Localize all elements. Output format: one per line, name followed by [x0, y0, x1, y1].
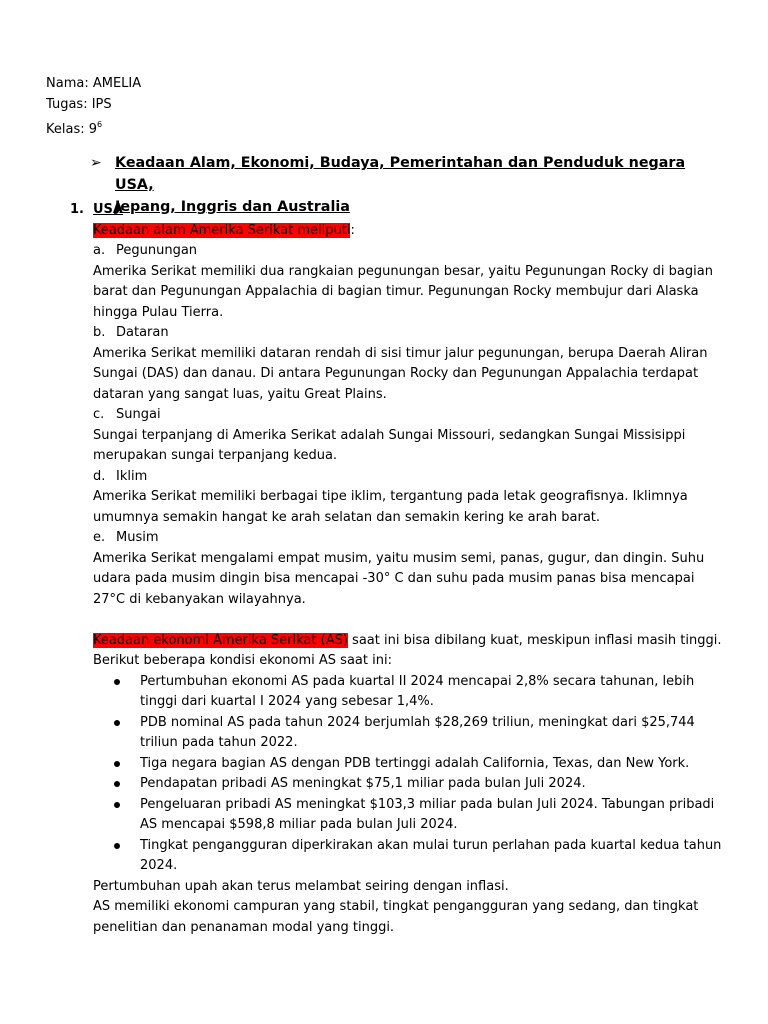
ekonomi-bullet-list	[93, 672, 729, 877]
list-item	[140, 836, 729, 877]
ekonomi-intro	[93, 631, 729, 652]
bullet-icon	[114, 781, 120, 787]
bullet-icon	[114, 679, 120, 685]
paragraph-pegunungan: Amerika Serikat memiliki dua rangkaian pegunungan besar, yaitu Pegunungan Rocky di bagian barat dan Pegunungan Appalachia di bagian timur. Pegunungan Rocky membujur dari Alaska hingga Pulau Tierra.	[93, 263, 713, 320]
paragraph-sungai: Sungai terpanjang di Amerika Serikat adalah Sungai Missouri, sedangkan Sungai Missisippi merupakan sungai terpanjang kedua.	[93, 427, 686, 463]
subheading-label: Iklim	[116, 468, 148, 484]
blank-line	[93, 610, 729, 631]
heading-line-2: Jepang, Inggris dan Australia	[115, 199, 350, 215]
list-item	[140, 795, 729, 836]
list-letter: e.	[93, 530, 106, 545]
student-name: Nama: AMELIA	[46, 76, 142, 91]
section-title	[70, 200, 729, 221]
highlighted-text: Keadaan ekonomi Amerika Serikat (AS)	[93, 632, 348, 648]
class-label: Kelas: 9	[46, 122, 98, 137]
section-number: 1.	[70, 202, 84, 217]
alam-intro	[93, 221, 729, 242]
bullet-icon	[114, 720, 120, 726]
paragraph-musim: Amerika Serikat mengalami empat musim, yaitu musim semi, panas, gugur, dan dingin. Suhu udara pada musim dingin bisa mencapai -30° C dan suhu pada musim panas bisa mencapai 27°C di kebanyakan wilayahnya.	[93, 550, 705, 607]
closing-paragraph-1: Pertumbuhan upah akan terus melambat seiring dengan inflasi.	[93, 878, 509, 894]
closing-paragraph-2: AS memiliki ekonomi campuran yang stabil, tingkat pengangguran yang sedang, dan tingkat penelitian dan penanaman modal yang tinggi.	[93, 899, 699, 935]
section-title-text: USA	[93, 202, 123, 217]
section-usa	[70, 200, 729, 938]
alam-intro-rest: :	[350, 222, 355, 238]
subheading-iklim	[93, 467, 729, 488]
subheading-label: Dataran	[116, 325, 169, 340]
list-letter: b.	[93, 325, 106, 340]
bullet-icon	[114, 843, 120, 849]
list-item	[140, 672, 729, 713]
student-class	[46, 115, 141, 136]
student-header	[46, 74, 141, 136]
list-item-text: Pertumbuhan ekonomi AS pada kuartal II 2024 mencapai 2,8% secara tahunan, lebih tinggi dari kuartal I 2024 yang sebesar 1,4%.	[140, 673, 695, 709]
bullet-icon	[114, 802, 120, 808]
subheading-musim	[93, 528, 729, 549]
bullet-icon	[114, 761, 120, 767]
list-item-text: Pengeluaran pribadi AS meningkat $103,3 miliar pada bulan Juli 2024. Tabungan pribadi AS mencapai $598,8 miliar pada bulan Juli 2024.	[140, 796, 715, 832]
subheading-sungai	[93, 405, 729, 426]
highlighted-text: Keadaan alam Amerika Serikat meliputi	[93, 222, 351, 238]
list-item-text: Pendapatan pribadi AS meningkat $75,1 miliar pada bulan Juli 2024.	[140, 776, 586, 791]
subheading-dataran	[93, 323, 729, 344]
subheading-label: Musim	[116, 530, 159, 545]
list-item-text: Tiga negara bagian AS dengan PDB tertinggi adalah California, Texas, dan New York.	[140, 755, 690, 771]
ekonomi-intro-line-2: Berikut beberapa kondisi ekonomi AS saat ini:	[93, 653, 392, 668]
list-item	[140, 774, 729, 795]
list-item	[140, 754, 729, 775]
list-letter: d.	[93, 468, 106, 484]
subheading-label: Pegunungan	[116, 243, 198, 258]
list-letter: a.	[93, 243, 106, 258]
arrow-bullet-icon: ➢	[90, 155, 102, 171]
list-item	[140, 713, 729, 754]
assignment-subject: Tugas: IPS	[46, 96, 112, 112]
subheading-label: Sungai	[116, 407, 161, 422]
list-item-text: PDB nominal AS pada tahun 2024 berjumlah $28,269 triliun, meningkat dari $25,744 triliun pada tahun 2022.	[140, 714, 695, 750]
list-item-text: Tingkat pengangguran diperkirakan akan mulai turun perlahan pada kuartal kedua tahun 2024.	[140, 837, 722, 873]
list-letter: c.	[93, 407, 105, 422]
paragraph-dataran: Amerika Serikat memiliki dataran rendah di sisi timur jalur pegunungan, berupa Daerah Aliran Sungai (DAS) dan danau. Di antara Pegunungan Rocky dan Pegunungan Appalachia terdapat dataran yang sangat luas, yaitu Great Plains.	[93, 345, 708, 402]
heading-line-1: Keadaan Alam, Ekonomi, Budaya, Pemerintahan dan Penduduk negara USA,	[115, 155, 686, 193]
paragraph-iklim: Amerika Serikat memiliki berbagai tipe iklim, tergantung pada letak geografisnya. Iklimnya umumnya semakin hangat ke arah selatan dan semakin kering ke arah barat.	[93, 489, 688, 525]
subheading-pegunungan	[93, 241, 729, 262]
class-superscript: 6	[97, 120, 103, 129]
ekonomi-intro-rest: saat ini bisa dibilang kuat, meskipun inflasi masih tinggi.	[347, 632, 722, 648]
